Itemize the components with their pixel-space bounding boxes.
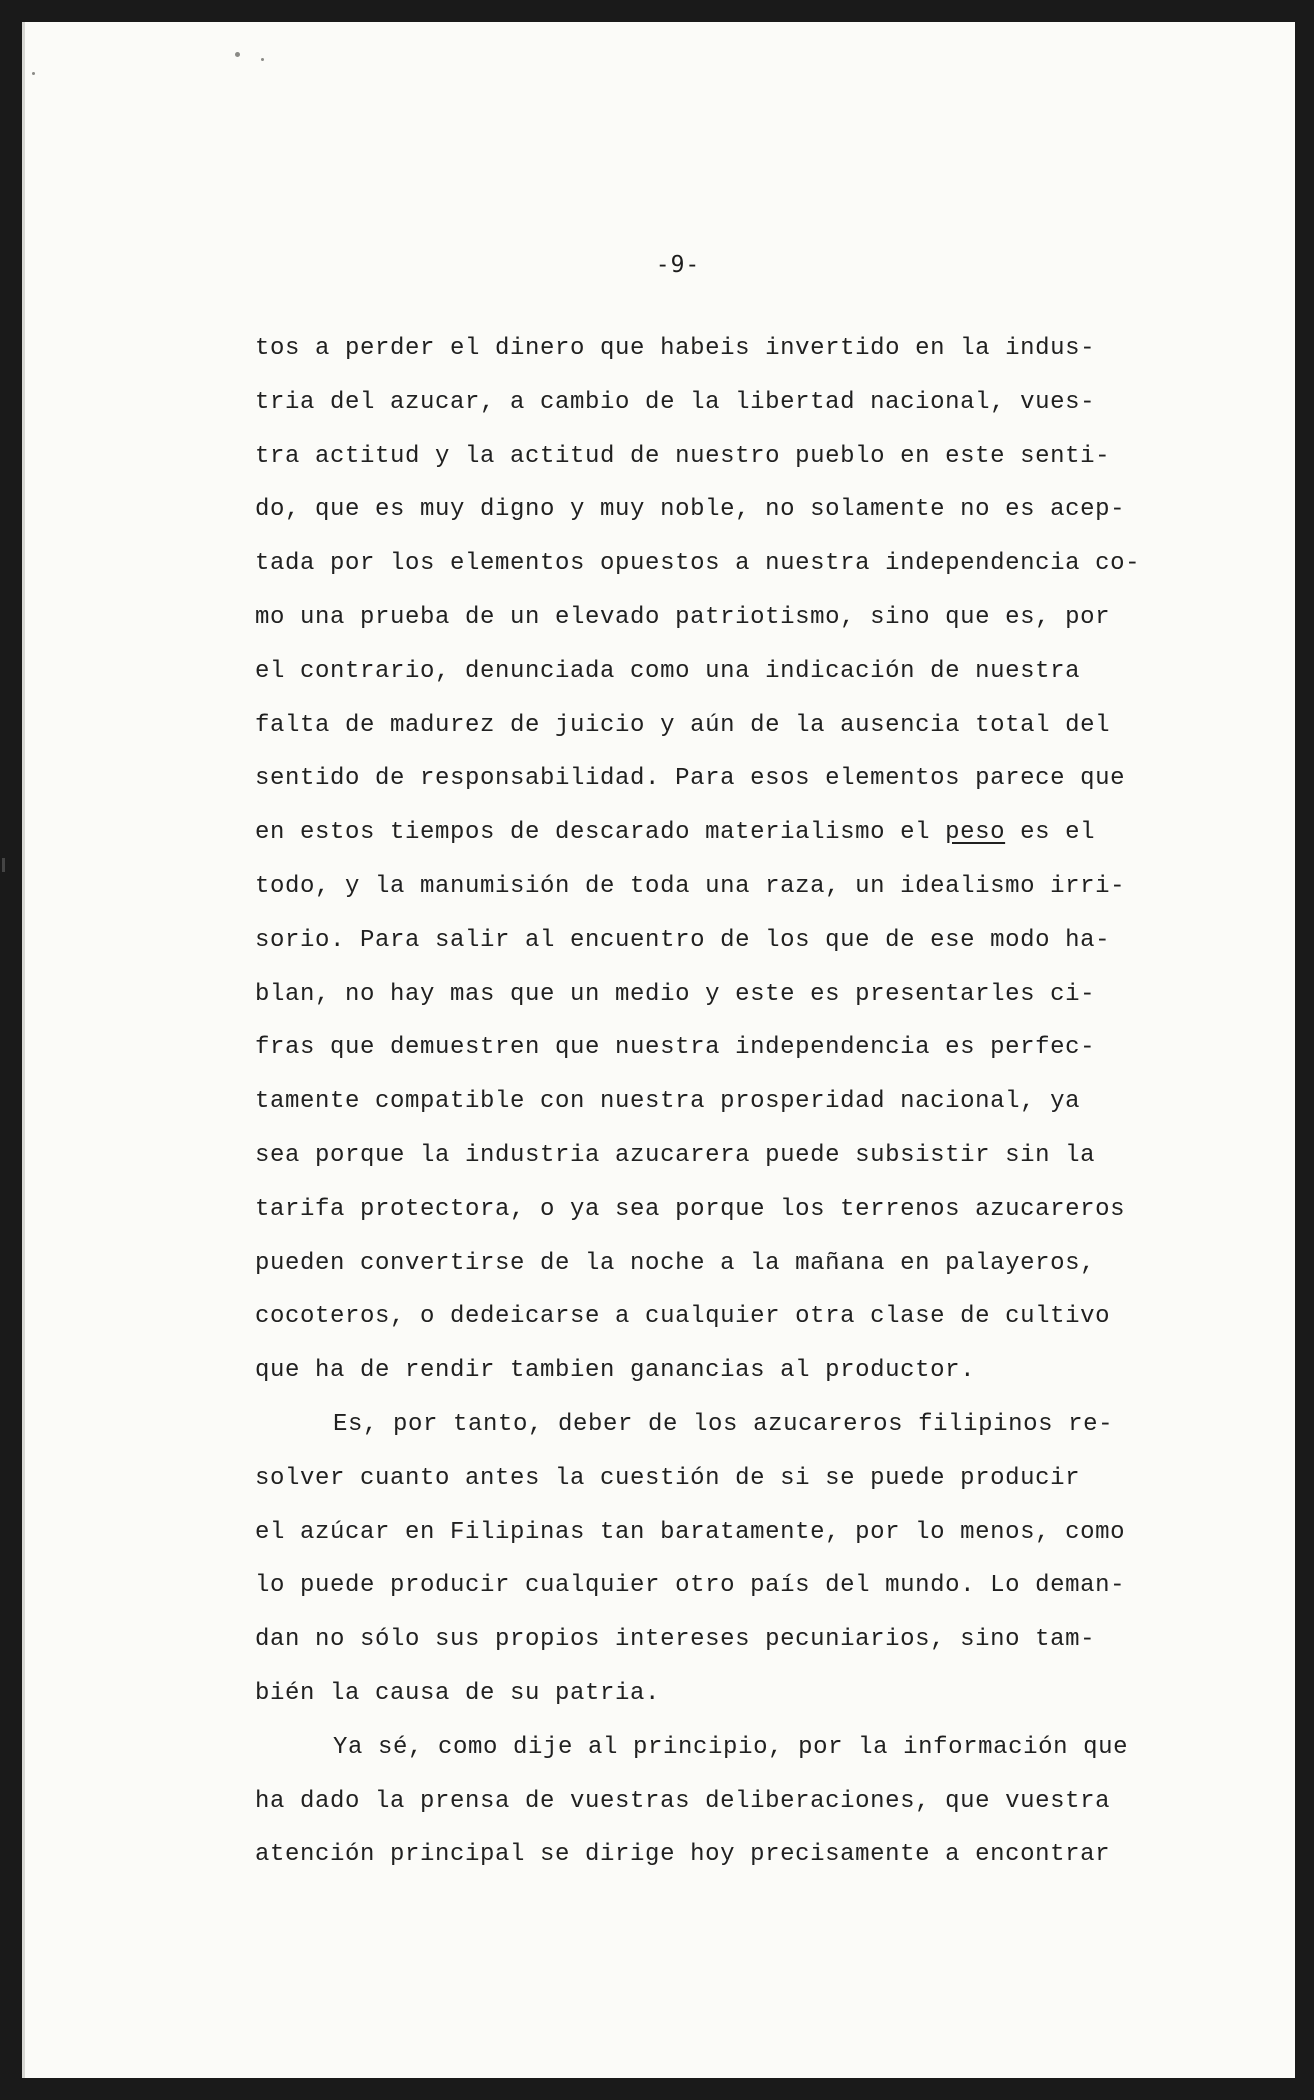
body-text — [255, 322, 1215, 1882]
text-line: que ha de rendir tambien ganancias al productor. — [255, 1357, 976, 1385]
text-line: blan, no hay mas que un medio y este es presentarles ci- — [255, 980, 1096, 1008]
underlined-word: peso — [945, 819, 1006, 847]
text-segment: en estos tiempos de descarado materialismo el — [255, 819, 946, 847]
text-segment: es el — [1005, 819, 1096, 847]
text-line: ha dado la prensa de vuestras deliberaciones, que vuestra — [255, 1787, 1111, 1815]
ink-speck — [32, 72, 35, 75]
text-line: tra actitud y la actitud de nuestro pueblo en este senti- — [255, 442, 1111, 470]
text-line: lo puede producir cualquier otro país del mundo. Lo deman- — [255, 1572, 1126, 1600]
text-line: fras que demuestren que nuestra independencia es perfec- — [255, 1034, 1096, 1062]
text-line: atención principal se dirige hoy precisamente a encontrar — [255, 1841, 1111, 1869]
text-line: todo, y la manumisión de toda una raza, un idealismo irri- — [255, 872, 1126, 900]
text-line: el azúcar en Filipinas tan baratamente, por lo menos, como — [255, 1518, 1126, 1546]
text-line: bién la causa de su patria. — [255, 1679, 661, 1707]
text-line: cocoteros, o dedeicarse a cualquier otra clase de cultivo — [255, 1303, 1111, 1331]
text-line: pueden convertirse de la noche a la mañana en palayeros, — [255, 1249, 1096, 1277]
text-line: tria del azucar, a cambio de la libertad nacional, vues- — [255, 388, 1096, 416]
text-line: tos a perder el dinero que habeis invertido en la indus- — [255, 335, 1096, 362]
text-line: falta de madurez de juicio y aún de la ausencia total del — [255, 711, 1111, 739]
text-line: tada por los elementos opuestos a nuestra independencia co- — [255, 550, 1141, 578]
text-line: tarifa protectora, o ya sea porque los terrenos azucareros — [255, 1195, 1126, 1223]
text-line: sorio. Para salir al encuentro de los que de ese modo ha- — [255, 926, 1111, 954]
text-line: do, que es muy digno y muy noble, no solamente no es acep- — [255, 496, 1126, 524]
page-number: -9- — [655, 252, 701, 278]
binding-mark — [2, 858, 5, 872]
text-line: solver cuanto antes la cuestión de si se puede producir — [255, 1464, 1081, 1492]
document-page — [22, 22, 1295, 2078]
ink-speck — [261, 58, 264, 61]
text-line: el contrario, denunciada como una indicación de nuestra — [255, 657, 1081, 685]
text-line: Es, por tanto, deber de los azucareros filipinos re- — [333, 1410, 1114, 1438]
text-line: Ya sé, como dije al principio, por la información que — [333, 1733, 1129, 1761]
text-line: tamente compatible con nuestra prosperidad nacional, ya — [255, 1088, 1081, 1116]
text-line: sea porque la industria azucarera puede subsistir sin la — [255, 1141, 1096, 1169]
text-line: sentido de responsabilidad. Para esos elementos parece que — [255, 765, 1126, 793]
text-line: dan no sólo sus propios intereses pecuniarios, sino tam- — [255, 1626, 1096, 1654]
text-line — [255, 806, 1215, 860]
ink-speck — [235, 52, 240, 57]
text-line: mo una prueba de un elevado patriotismo, sino que es, por — [255, 603, 1111, 631]
